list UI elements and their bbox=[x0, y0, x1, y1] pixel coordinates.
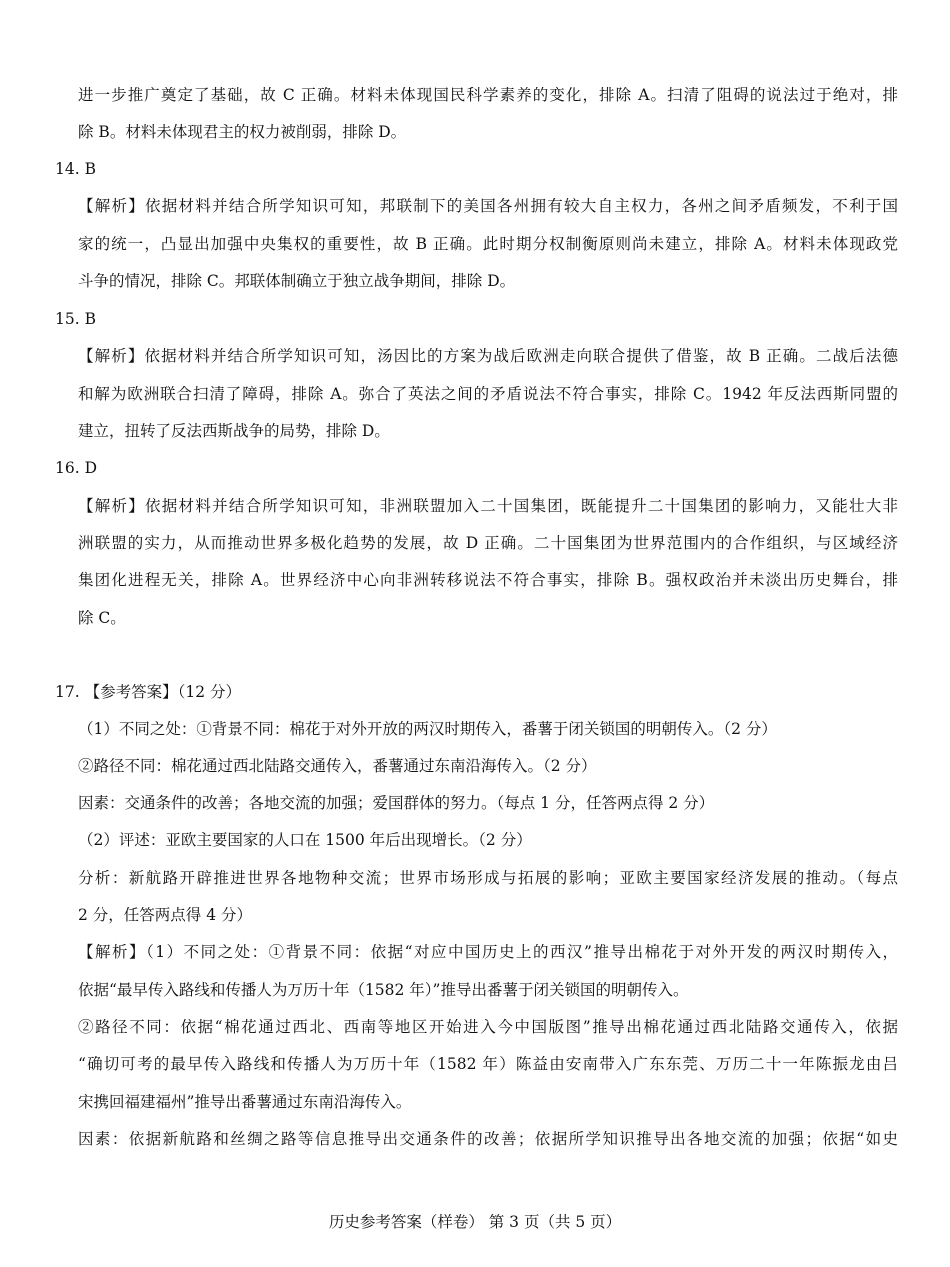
text-line: 【解析】依据材料并结合所学知识可知，非洲联盟加入二十国集团，既能提升二十国集团的影响力，又能壮大非 bbox=[78, 497, 898, 515]
text-line: （2）评述：亚欧主要国家的人口在 1500 年后出现增长。（2 分） bbox=[78, 831, 532, 849]
text-line: 集团化进程无关，排除 A。世界经济中心向非洲转移说法不符合事实，排除 B。强权政治并未淡出历史舞台，排 bbox=[78, 571, 898, 589]
text-line: （1）不同之处：①背景不同：棉花于对外开放的两汉时期传入，番薯于闭关锁国的明朝传入。（2 分） bbox=[78, 720, 777, 738]
text-line: 【解析】依据材料并结合所学知识可知，汤因比的方案为战后欧洲走向联合提供了借鉴，故 B 正确。二战后法德 bbox=[78, 347, 898, 365]
text-line: 和解为欧洲联合扫清了障碍，排除 A。弥合了英法之间的矛盾说法不符合事实，排除 C。1942 年反法西斯同盟的 bbox=[78, 385, 898, 403]
question-number: 14. B bbox=[55, 160, 96, 178]
question-number: 17. 【参考答案】（12 分） bbox=[55, 683, 241, 701]
text-line: 除 B。材料未体现君主的权力被削弱，排除 D。 bbox=[78, 123, 407, 141]
text-line: 【解析】（1）不同之处：①背景不同：依据“对应中国历史上的西汉”推导出棉花于对外开发的两汉时期传入， bbox=[78, 943, 898, 961]
text-line: 分析：新航路开辟推进世界各地物种交流；世界市场形成与拓展的影响；亚欧主要国家经济发展的推动。（每点 bbox=[78, 869, 898, 887]
text-line: 因素：依据新航路和丝绸之路等信息推导出交通条件的改善；依据所学知识推导出各地交流的加强；依据“如史 bbox=[78, 1130, 898, 1148]
text-line: 除 C。 bbox=[78, 609, 126, 627]
text-line: 2 分，任答两点得 4 分） bbox=[78, 906, 253, 924]
text-line: “确切可考的最早传入路线和传播人为万历十年（1582 年）陈益由安南带入广东东莞、万历二十一年陈振龙由吕 bbox=[78, 1055, 898, 1073]
page-footer: 历史参考答案（样卷） 第 3 页（共 5 页） bbox=[328, 1213, 622, 1231]
question-number: 16. D bbox=[55, 459, 98, 477]
text-line: 洲联盟的实力，从而推动世界多极化趋势的发展，故 D 正确。二十国集团为世界范围内的合作组织，与区域经济 bbox=[78, 534, 898, 552]
text-line: 建立，扭转了反法西斯战争的局势，排除 D。 bbox=[78, 422, 390, 440]
text-line: 因素：交通条件的改善；各地交流的加强；爱国群体的努力。（每点 1 分，任答两点得 2 分） bbox=[78, 794, 715, 812]
question-number: 15. B bbox=[55, 310, 96, 328]
text-line: 家的统一，凸显出加强中央集权的重要性，故 B 正确。此时期分权制衡原则尚未建立，排除 A。材料未体现政党 bbox=[78, 235, 898, 253]
text-line: 斗争的情况，排除 C。邦联体制确立于独立战争期间，排除 D。 bbox=[78, 272, 516, 290]
text-line: 宋携回福建福州”推导出番薯通过东南沿海传入。 bbox=[78, 1093, 412, 1111]
text-line: ②路径不同：棉花通过西北陆路交通传入，番薯通过东南沿海传入。（2 分） bbox=[78, 757, 597, 775]
text-line: 依据“最早传入路线和传播人为万历十年（1582 年）”推导出番薯于闭关锁国的明朝传入。 bbox=[78, 981, 689, 999]
text-line: 进一步推广奠定了基础，故 C 正确。材料未体现国民科学素养的变化，排除 A。扫清了阻碍的说法过于绝对，排 bbox=[78, 86, 898, 104]
text-line: 【解析】依据材料并结合所学知识可知，邦联制下的美国各州拥有较大自主权力，各州之间矛盾频发，不利于国 bbox=[78, 197, 898, 215]
text-line: ②路径不同：依据“棉花通过西北、西南等地区开始进入今中国版图”推导出棉花通过西北陆路交通传入，依据 bbox=[78, 1018, 898, 1036]
